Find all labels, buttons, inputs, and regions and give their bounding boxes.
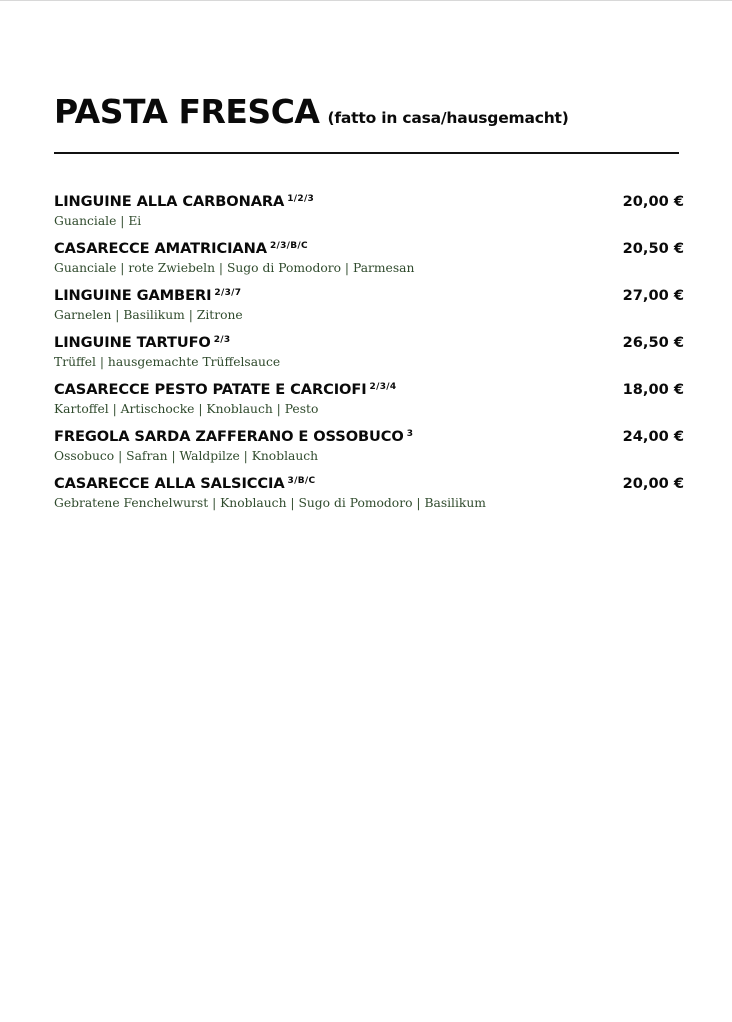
header-divider [54,152,679,154]
menu-item-description: Guanciale | Ei [54,214,142,228]
menu-item-name [54,287,241,304]
menu-item-price: 26,50 € [622,334,684,351]
menu-item-description: Kartoffel | Artischocke | Knoblauch | Pesto [54,402,319,416]
menu-item-description: Guanciale | rote Zwiebeln | Sugo di Pomodoro | Parmesan [54,261,415,275]
section-header [54,92,569,131]
top-edge-rule [0,0,732,1]
menu-item-price: 27,00 € [622,287,684,304]
menu-item [54,426,684,473]
menu-item [54,379,684,426]
menu-item-allergens: 3/B/C [287,476,316,486]
menu-item-name [54,475,315,492]
section-subtitle: (fatto in casa/hausgemacht) [327,109,569,127]
menu-list [54,191,684,520]
menu-item-name [54,193,314,210]
menu-item-price: 20,00 € [622,475,684,492]
menu-item-allergens: 3 [406,429,414,439]
menu-item-allergens: 2/3/4 [369,382,397,392]
menu-item [54,191,684,238]
menu-item-title: CASARECCE AMATRICIANA [54,240,267,257]
menu-item-title: LINGUINE TARTUFO [54,334,211,351]
menu-item [54,473,684,520]
menu-item-name [54,334,230,351]
menu-item-title: LINGUINE ALLA CARBONARA [54,193,285,210]
menu-item-title: CASARECCE PESTO PATATE E CARCIOFI [54,381,367,398]
menu-item [54,285,684,332]
menu-item-description: Gebratene Fenchelwurst | Knoblauch | Sugo di Pomodoro | Basilikum [54,496,486,510]
section-title: PASTA FRESCA [54,92,320,131]
menu-item-name [54,240,308,257]
menu-item-price: 24,00 € [622,428,684,445]
menu-item-title: LINGUINE GAMBERI [54,287,212,304]
menu-item [54,238,684,285]
menu-item [54,332,684,379]
menu-item-allergens: 2/3/B/C [269,241,308,251]
menu-item-price: 20,00 € [622,193,684,210]
menu-item-title: CASARECCE ALLA SALSICCIA [54,475,285,492]
menu-item-allergens: 1/2/3 [287,194,315,204]
menu-item-allergens: 2/3/7 [214,288,242,298]
menu-item-name [54,428,413,445]
menu-item-description: Garnelen | Basilikum | Zitrone [54,308,243,322]
menu-item-description: Ossobuco | Safran | Waldpilze | Knoblauch [54,449,319,463]
menu-item-price: 18,00 € [622,381,684,398]
menu-item-name [54,381,396,398]
menu-item-title: FREGOLA SARDA ZAFFERANO E OSSOBUCO [54,428,404,445]
menu-item-allergens: 2/3 [213,335,231,345]
menu-item-description: Trüffel | hausgemachte Trüffelsauce [54,355,281,369]
menu-item-price: 20,50 € [622,240,684,257]
